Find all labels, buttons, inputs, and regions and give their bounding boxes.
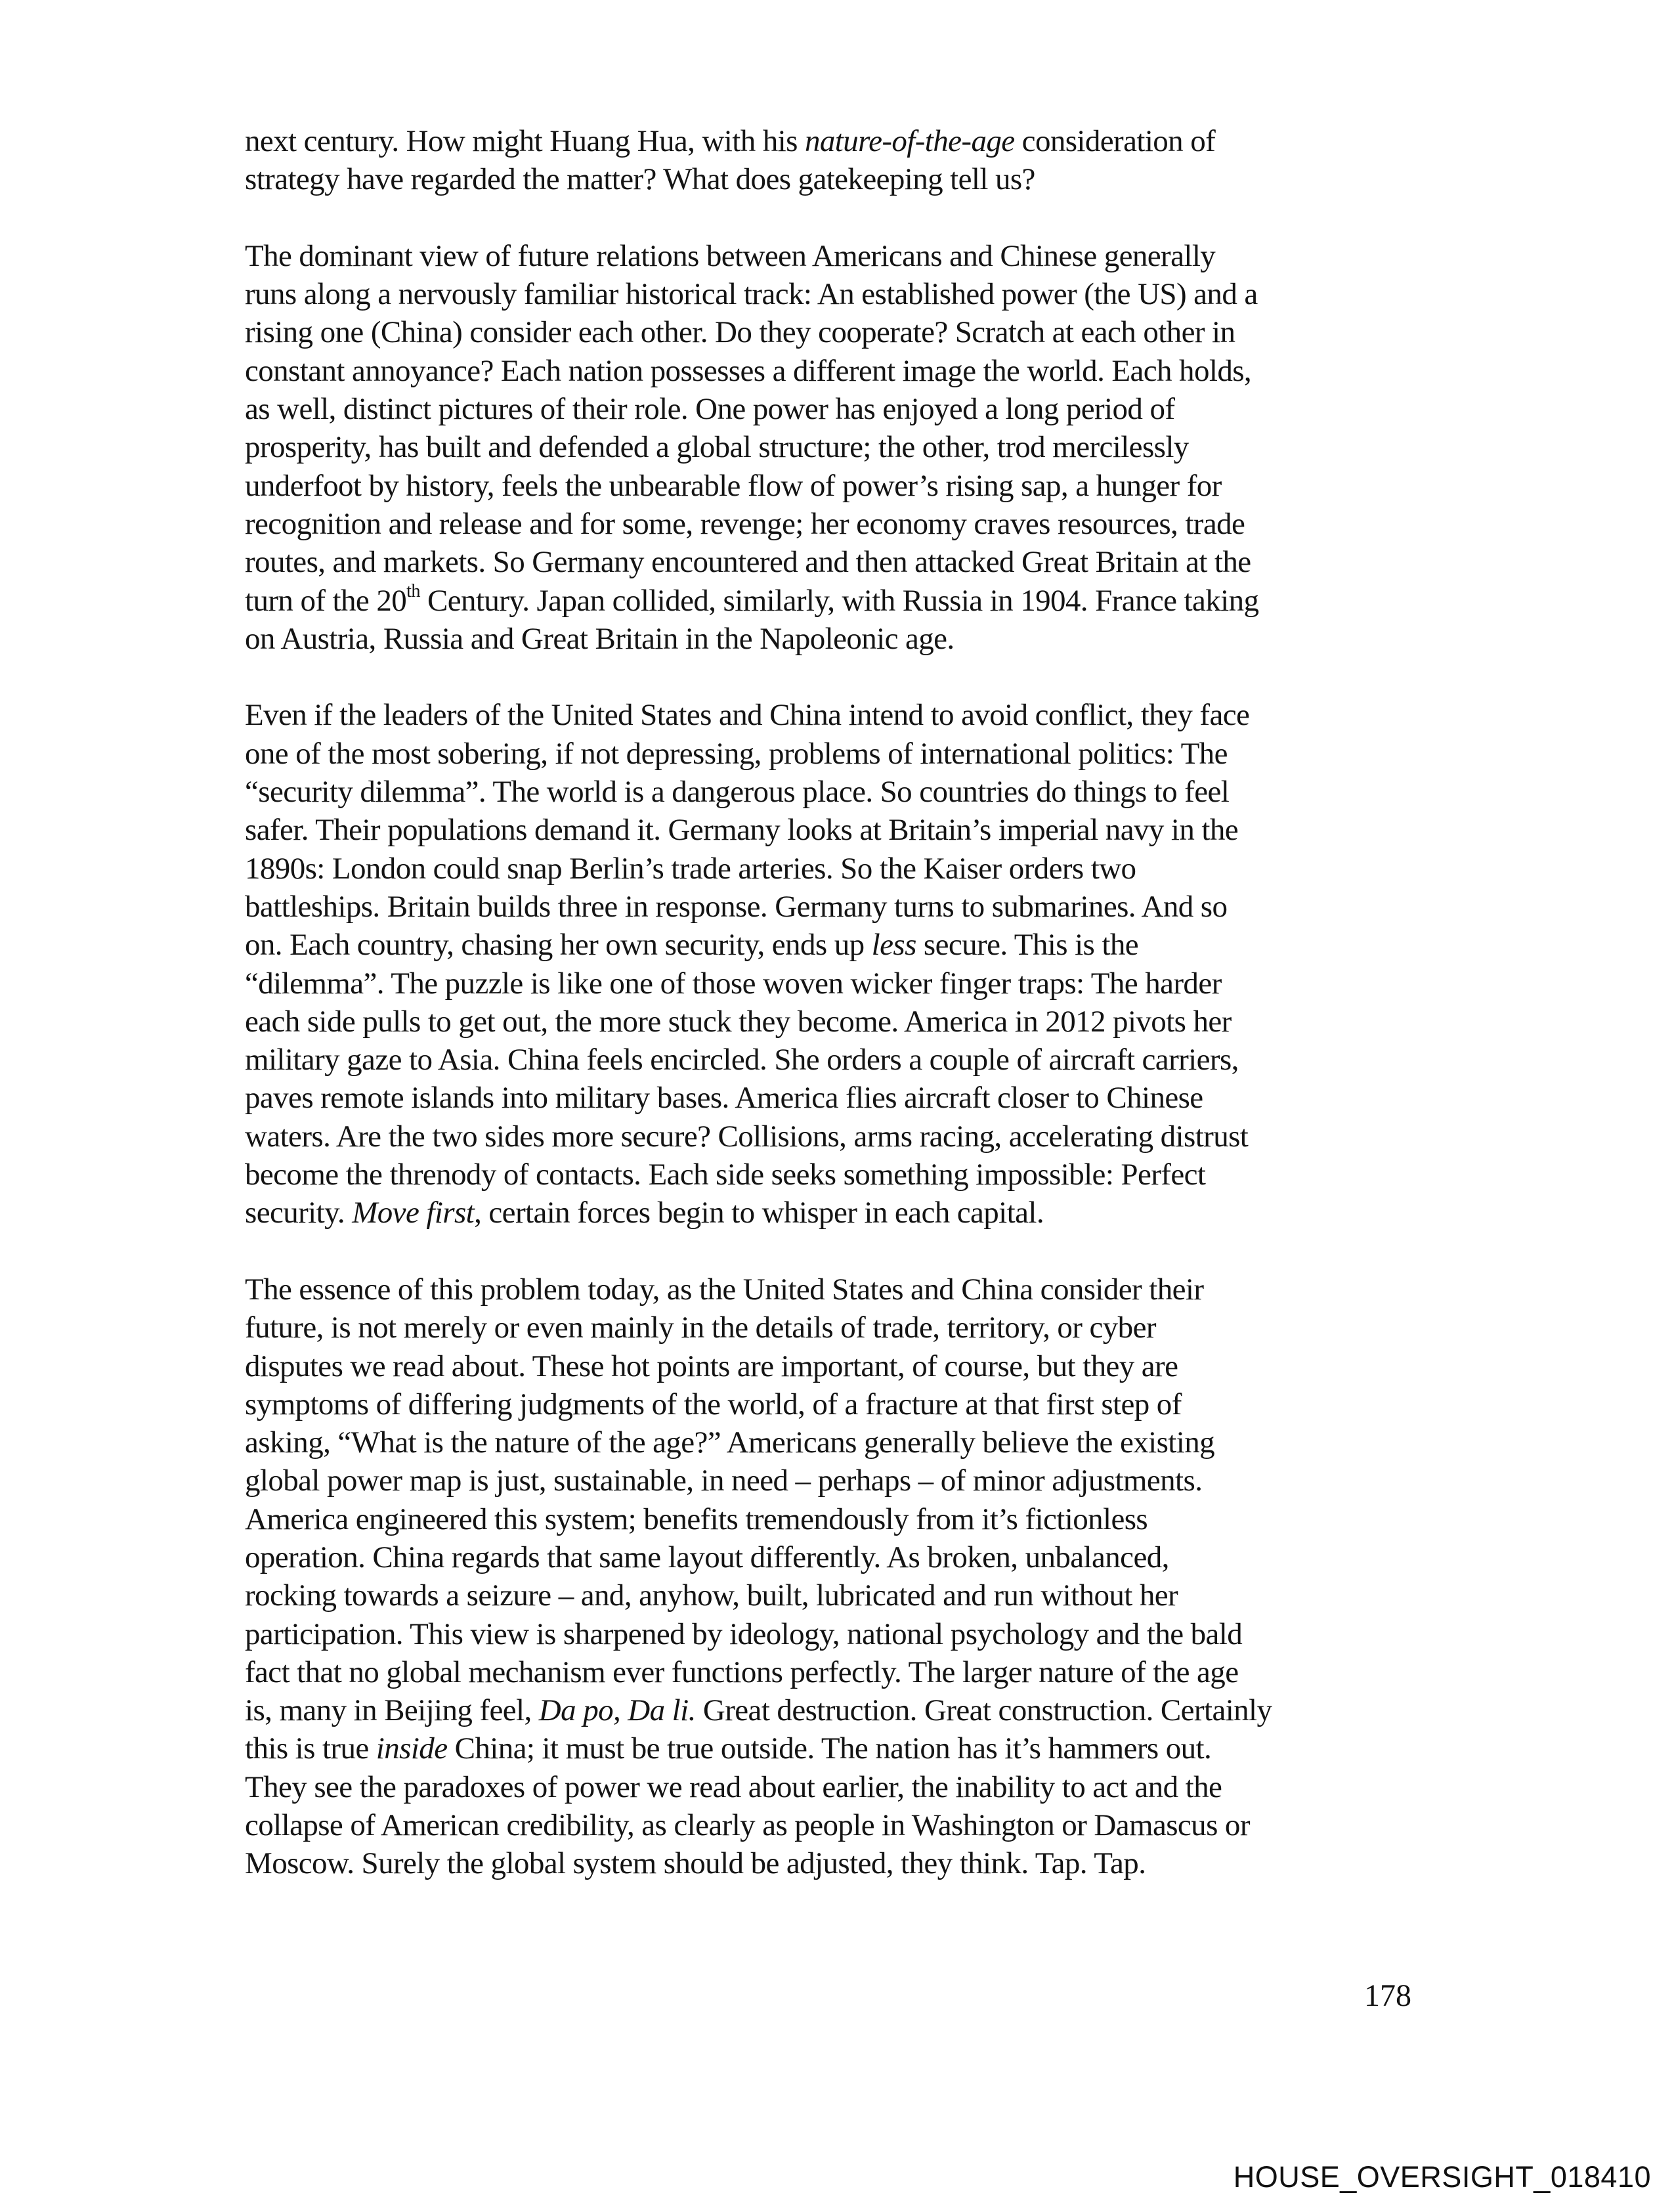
text-run: Century. Japan collided, similarly, with Russia in 1904. France taking xyxy=(419,583,1259,618)
text-run: operation. China regards that same layout differently. As broken, unbalanced, xyxy=(245,1540,1169,1574)
superscript: th xyxy=(406,580,420,601)
text-run: secure. This is the xyxy=(916,928,1139,963)
text-line xyxy=(245,811,1427,849)
text-line xyxy=(245,543,1427,581)
text-run: disputes we read about. These hot points are important, of course, but they are xyxy=(245,1349,1178,1383)
text-line xyxy=(245,1423,1427,1462)
text-line xyxy=(245,1309,1427,1347)
text-line xyxy=(245,888,1427,926)
bates-stamp: HOUSE_OVERSIGHT_018410 xyxy=(1233,2160,1651,2194)
italic-text-run: less xyxy=(871,928,916,963)
text-line xyxy=(245,1691,1427,1729)
text-run: security. xyxy=(245,1196,353,1230)
text-line xyxy=(245,1768,1427,1806)
text-run: become the threnody of contacts. Each side seeks something impossible: Perfect xyxy=(245,1158,1206,1192)
text-run: “dilemma”. The puzzle is like one of those woven wicker finger traps: The harder xyxy=(245,966,1222,1001)
text-line xyxy=(245,313,1427,351)
text-run: Even if the leaders of the United States and China intend to avoid conflict, they face xyxy=(245,698,1250,733)
text-run: underfoot by history, feels the unbearable flow of power’s rising sap, a hunger for xyxy=(245,468,1222,503)
text-run: Moscow. Surely the global system should be adjusted, they think. Tap. Tap. xyxy=(245,1846,1146,1881)
italic-text-run: Da po, Da li. xyxy=(538,1693,696,1728)
text-line xyxy=(245,122,1427,160)
paragraph xyxy=(245,122,1427,199)
text-run: safer. Their populations demand it. Germany looks at Britain’s imperial navy in the xyxy=(245,813,1239,848)
text-line xyxy=(245,1041,1427,1079)
italic-text-run: Move first xyxy=(352,1196,475,1230)
text-run: future, is not merely or even mainly in the details of trade, territory, or cyber xyxy=(245,1311,1156,1345)
text-run: turn of the 20 xyxy=(245,583,407,618)
text-line xyxy=(245,1079,1427,1117)
text-run: The dominant view of future relations between Americans and Chinese generally xyxy=(245,238,1216,273)
text-run: The essence of this problem today, as the United States and China consider their xyxy=(245,1272,1204,1307)
text-line xyxy=(245,352,1427,390)
text-run: as well, distinct pictures of their role. One power has enjoyed a long period of xyxy=(245,392,1175,427)
text-line xyxy=(245,926,1427,964)
text-line xyxy=(245,1117,1427,1156)
text-line xyxy=(245,237,1427,275)
text-run: fact that no global mechanism ever functions perfectly. The larger nature of the age xyxy=(245,1655,1239,1689)
text-run: They see the paradoxes of power we read about earlier, the inability to act and the xyxy=(245,1769,1222,1804)
page-number: 178 xyxy=(1364,1978,1411,2013)
text-run: this is true xyxy=(245,1731,376,1766)
body-text xyxy=(245,122,1427,1921)
text-run: consideration of xyxy=(1014,124,1216,158)
text-run: strategy have regarded the matter? What does gatekeeping tell us? xyxy=(245,162,1035,197)
text-run: on. Each country, chasing her own security, ends up xyxy=(245,928,872,963)
text-line xyxy=(245,1653,1427,1691)
text-run: recognition and release and for some, revenge; her economy craves resources, trade xyxy=(245,506,1245,541)
text-run: on Austria, Russia and Great Britain in the Napoleonic age. xyxy=(245,621,955,656)
text-line xyxy=(245,428,1427,466)
text-line xyxy=(245,160,1427,198)
text-line xyxy=(245,390,1427,428)
text-run: paves remote islands into military bases. America flies aircraft closer to Chinese xyxy=(245,1081,1203,1116)
text-line xyxy=(245,1347,1427,1385)
text-run: rising one (China) consider each other. Do they cooperate? Scratch at each other in xyxy=(245,315,1235,350)
text-run: next century. How might Huang Hua, with his xyxy=(245,124,805,158)
text-line xyxy=(245,1194,1427,1232)
text-run: China; it must be true outside. The nation has it’s hammers out. xyxy=(447,1731,1212,1766)
text-run: Great destruction. Great construction. Certainly xyxy=(695,1693,1272,1728)
text-line xyxy=(245,1729,1427,1767)
text-line xyxy=(245,620,1427,658)
text-run: one of the most sobering, if not depressing, problems of international politics: The xyxy=(245,736,1228,771)
text-run: , certain forces begin to whisper in each capital. xyxy=(474,1196,1044,1230)
text-line xyxy=(245,582,1427,620)
text-run: collapse of American credibility, as clearly as people in Washington or Damascus or xyxy=(245,1808,1250,1843)
text-run: rocking towards a seizure – and, anyhow, built, lubricated and run without her xyxy=(245,1578,1178,1613)
text-run: symptoms of differing judgments of the world, of a fracture at that first step of xyxy=(245,1387,1182,1421)
paragraph xyxy=(245,696,1427,1232)
text-line xyxy=(245,1385,1427,1423)
text-run: military gaze to Asia. China feels encircled. She orders a couple of aircraft carriers, xyxy=(245,1043,1239,1077)
text-line xyxy=(245,696,1427,734)
text-line xyxy=(245,1538,1427,1576)
text-run: prosperity, has built and defended a global structure; the other, trod mercilessly xyxy=(245,430,1189,465)
text-line xyxy=(245,505,1427,543)
text-run: is, many in Beijing feel, xyxy=(245,1693,539,1728)
text-line xyxy=(245,965,1427,1003)
text-run: global power map is just, sustainable, in need – perhaps – of minor adjustments. xyxy=(245,1464,1203,1498)
text-run: constant annoyance? Each nation possesses a different image the world. Each holds, xyxy=(245,353,1252,388)
text-line xyxy=(245,275,1427,313)
text-run: asking, “What is the nature of the age?” Americans generally believe the existing xyxy=(245,1425,1214,1460)
text-line xyxy=(245,1462,1427,1500)
text-line xyxy=(245,850,1427,888)
text-run: runs along a nervously familiar historical track: An established power (the US) and a xyxy=(245,277,1258,312)
italic-text-run: nature-of-the-age xyxy=(804,124,1015,158)
text-line xyxy=(245,1156,1427,1194)
text-run: each side pulls to get out, the more stuck they become. America in 2012 pivots her xyxy=(245,1004,1232,1039)
text-run: routes, and markets. So Germany encountered and then attacked Great Britain at the xyxy=(245,545,1251,580)
text-line xyxy=(245,1806,1427,1844)
paragraph xyxy=(245,237,1427,658)
text-line xyxy=(245,1500,1427,1538)
text-line xyxy=(245,1615,1427,1653)
text-run: America engineered this system; benefits tremendously from it’s fictionless xyxy=(245,1502,1148,1536)
text-run: battleships. Britain builds three in response. Germany turns to submarines. And so xyxy=(245,889,1228,924)
text-line xyxy=(245,1576,1427,1615)
paragraph xyxy=(245,1270,1427,1883)
text-run: “security dilemma”. The world is a dangerous place. So countries do things to feel xyxy=(245,775,1230,810)
italic-text-run: inside xyxy=(376,1731,448,1766)
text-line xyxy=(245,1003,1427,1041)
text-line xyxy=(245,773,1427,811)
text-line xyxy=(245,1270,1427,1309)
text-run: participation. This view is sharpened by ideology, national psychology and the bald xyxy=(245,1616,1243,1651)
text-line xyxy=(245,1844,1427,1882)
text-line xyxy=(245,467,1427,505)
text-run: 1890s: London could snap Berlin’s trade arteries. So the Kaiser orders two xyxy=(245,851,1136,886)
text-run: waters. Are the two sides more secure? Collisions, arms racing, accelerating distrust xyxy=(245,1119,1249,1154)
text-line xyxy=(245,735,1427,773)
